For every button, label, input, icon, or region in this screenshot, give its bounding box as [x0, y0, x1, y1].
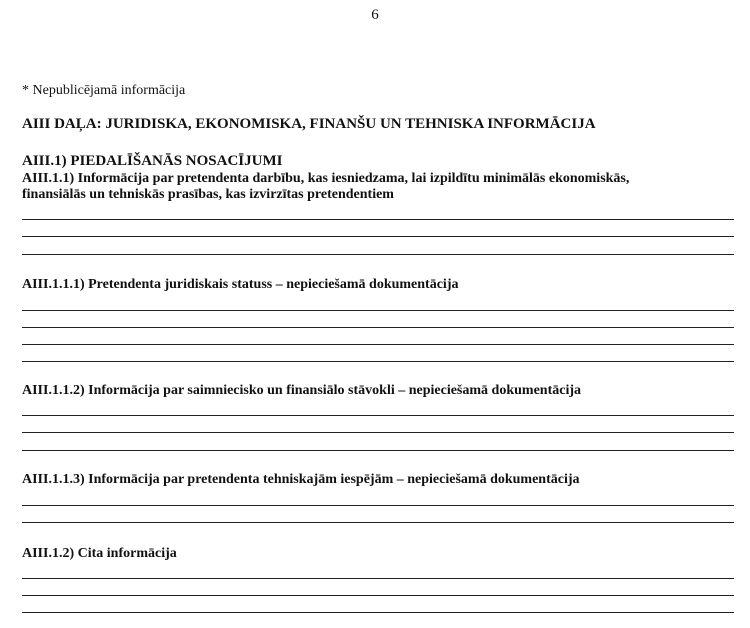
answer-line[interactable]	[22, 219, 734, 220]
answer-line[interactable]	[22, 415, 734, 416]
answer-line[interactable]	[22, 450, 734, 451]
answer-line[interactable]	[22, 236, 734, 237]
answer-line[interactable]	[22, 310, 734, 311]
answer-line[interactable]	[22, 578, 734, 579]
answer-line[interactable]	[22, 432, 734, 433]
answer-line[interactable]	[22, 505, 734, 506]
field-label-aiii-1-1-3: AIII.1.1.3) Informācija par pretendenta tehniskajām iespējām – nepieciešamā dokumentācija	[22, 472, 580, 487]
section-heading: AIII DAĻA: JURIDISKA, EKONOMISKA, FINANŠU UN TEHNISKA INFORMĀCIJA	[22, 116, 596, 132]
answer-line[interactable]	[22, 361, 734, 362]
answer-line[interactable]	[22, 522, 734, 523]
field-label-aiii-1-2: AIII.1.2) Cita informācija	[22, 546, 177, 561]
answer-line[interactable]	[22, 254, 734, 255]
subsection-heading: AIII.1) PIEDALĪŠANĀS NOSACĪJUMI	[22, 153, 283, 169]
answer-line[interactable]	[22, 595, 734, 596]
field-label-aiii-1-1-1: AIII.1.1.1) Pretendenta juridiskais statuss – nepieciešamā dokumentācija	[22, 277, 459, 292]
answer-line[interactable]	[22, 344, 734, 345]
page-number: 6	[371, 7, 379, 23]
footnote: * Nepublicējamā informācija	[22, 83, 186, 98]
field-label-aiii-1-1: AIII.1.1) Informācija par pretendenta darbību, kas iesniedzama, lai izpildītu minimālās ekonomiskās,	[22, 171, 630, 186]
field-label-aiii-1-1-2: AIII.1.1.2) Informācija par saimniecisko un finansiālo stāvokli – nepieciešamā dokumentācija	[22, 383, 581, 398]
field-label-aiii-1-1-cont: finansiālās un tehniskās prasības, kas izvirzītas pretendentiem	[22, 187, 394, 202]
answer-line[interactable]	[22, 612, 734, 613]
answer-line[interactable]	[22, 327, 734, 328]
